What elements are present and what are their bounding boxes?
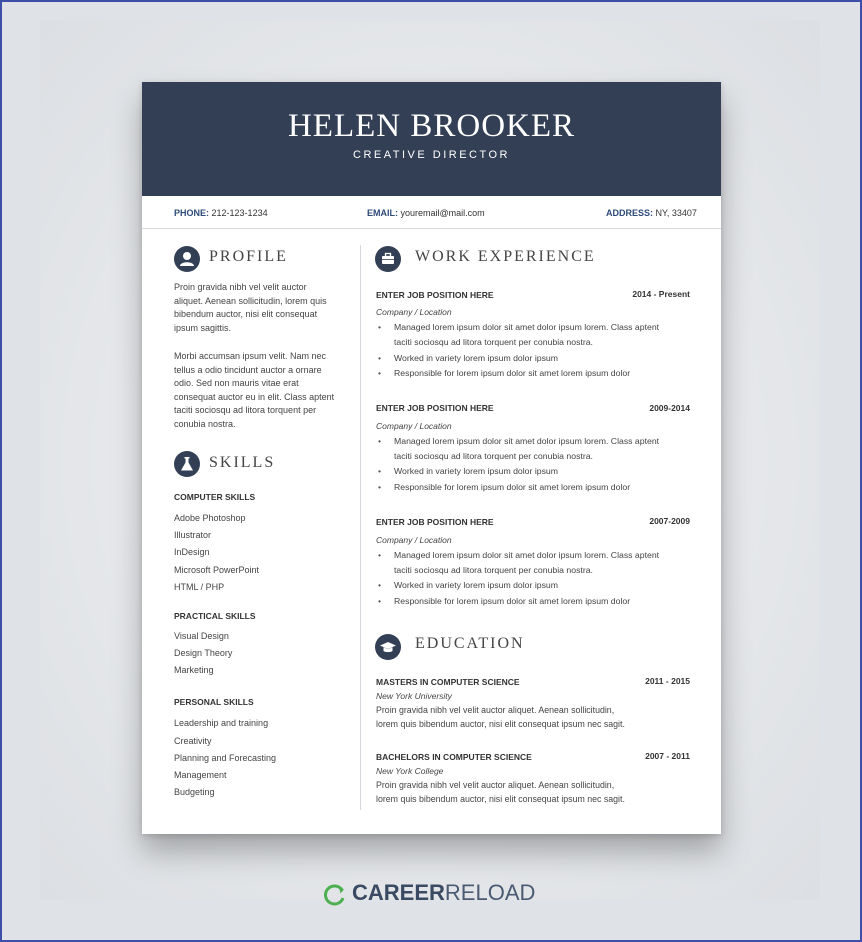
graduation-cap-icon <box>375 634 401 660</box>
profile-p2-line: taciti sociosqu ad litora torquent per <box>174 405 317 416</box>
job-date: 2007-2009 <box>649 516 690 526</box>
resume-header <box>142 82 721 196</box>
job-bullet-cont: taciti sociosqu ad litora torquent per conubia nostra. <box>394 565 593 575</box>
skill-item: Illustrator <box>174 530 212 540</box>
edu-description: lorem quis bibendum auctor, nisi elit consequat ipsum nec sagit. <box>376 719 625 729</box>
phone-label: PHONE: <box>174 208 210 218</box>
skill-item: Adobe Photoshop <box>174 513 246 523</box>
profile-p1-line: aliquet. Aenean sollicitudin, lorem quis <box>174 295 327 306</box>
contact-phone <box>174 208 268 218</box>
profile-p1-line: bibendum auctor, nisi elit consequat <box>174 309 318 320</box>
job-position: ENTER JOB POSITION HERE <box>376 290 494 300</box>
skill-item: Marketing <box>174 665 214 675</box>
job-position: ENTER JOB POSITION HERE <box>376 403 494 413</box>
job-bullet: • Managed lorem ipsum dolor sit amet dolor ipsum lorem. Class aptent <box>394 550 659 560</box>
work-heading: WORK EXPERIENCE <box>415 248 596 265</box>
skills-heading: SKILLS <box>209 454 276 471</box>
job-bullet-cont: taciti sociosqu ad litora torquent per conubia nostra. <box>394 451 593 461</box>
profile-paragraph-1 <box>174 281 327 335</box>
skill-group-title: PERSONAL SKILLS <box>174 697 254 707</box>
edu-date: 2011 - 2015 <box>645 676 690 686</box>
job-bullet: • Worked in variety lorem ipsum dolor ipsum <box>394 353 558 363</box>
address-label: ADDRESS: <box>606 208 654 218</box>
skill-group-title: COMPUTER SKILLS <box>174 492 256 502</box>
job-bullet: • Responsible for lorem ipsum dolor sit amet lorem ipsum dolor <box>394 482 630 492</box>
job-company: Company / Location <box>376 421 452 431</box>
skill-item: InDesign <box>174 547 210 557</box>
profile-p2-line: consequat auctor eu in elit. Class aptent <box>174 391 335 402</box>
job-bullet: • Responsible for lorem ipsum dolor sit amet lorem ipsum dolor <box>394 368 630 378</box>
edu-description: Proin gravida nibh vel velit auctor aliquet. Aenean sollicitudin, <box>376 780 615 790</box>
resume-page <box>142 82 721 834</box>
skill-item: Planning and Forecasting <box>174 753 277 763</box>
education-heading: EDUCATION <box>415 635 525 652</box>
brand-reload: RELOAD <box>444 880 536 905</box>
edu-school: New York University <box>376 691 452 701</box>
refresh-logo-icon <box>322 882 348 908</box>
job-bullet: • Managed lorem ipsum dolor sit amet dolor ipsum lorem. Class aptent <box>394 322 659 332</box>
job-company: Company / Location <box>376 307 452 317</box>
skill-item: Leadership and training <box>174 718 269 728</box>
contact-divider <box>142 228 721 229</box>
job-bullet: • Worked in variety lorem ipsum dolor ipsum <box>394 580 558 590</box>
skill-group-title: PRACTICAL SKILLS <box>174 611 256 621</box>
edu-degree: MASTERS IN COMPUTER SCIENCE <box>376 677 520 687</box>
brand-career: CAREER <box>352 880 445 905</box>
flask-icon <box>174 451 200 477</box>
profile-paragraph-2 <box>174 350 334 432</box>
resume-name: HELEN BROOKER <box>287 108 576 144</box>
job-date: 2014 - Present <box>632 289 690 299</box>
profile-p2-line: odio. Sed non mauris vitae erat <box>174 378 299 389</box>
skill-item: Design Theory <box>174 648 233 658</box>
briefcase-icon <box>375 246 401 272</box>
job-bullet: • Managed lorem ipsum dolor sit amet dolor ipsum lorem. Class aptent <box>394 436 659 446</box>
skill-item: Microsoft PowerPoint <box>174 565 260 575</box>
skill-item: Creativity <box>174 736 212 746</box>
profile-p1-line: Proin gravida nibh vel velit auctor <box>174 282 307 292</box>
resume-job-title: CREATIVE DIRECTOR <box>353 149 510 161</box>
email-label: EMAIL: <box>367 208 398 218</box>
column-divider <box>360 245 361 810</box>
skill-item: Visual Design <box>174 631 229 641</box>
email-value: youremail@mail.com <box>400 208 485 218</box>
edu-description: lorem quis bibendum auctor, nisi elit consequat ipsum nec sagit. <box>376 794 625 804</box>
contact-email <box>367 208 485 218</box>
profile-p2-line: conubia nostra. <box>174 418 236 429</box>
profile-heading: PROFILE <box>209 248 288 265</box>
edu-date: 2007 - 2011 <box>645 751 690 761</box>
job-position: ENTER JOB POSITION HERE <box>376 517 494 527</box>
skill-item: HTML / PHP <box>174 582 225 592</box>
job-date: 2009-2014 <box>649 403 690 413</box>
profile-icon <box>174 246 200 272</box>
job-company: Company / Location <box>376 535 452 545</box>
job-bullet: • Worked in variety lorem ipsum dolor ipsum <box>394 466 558 476</box>
profile-p2-line: Morbi accumsan ipsum velit. Nam nec <box>174 351 327 361</box>
skill-item: Budgeting <box>174 787 215 797</box>
profile-p2-line: tellus a odio tincidunt auctor a ornare <box>174 364 322 375</box>
address-value: NY, 33407 <box>655 208 697 218</box>
contact-address <box>606 208 697 218</box>
job-bullet: • Responsible for lorem ipsum dolor sit amet lorem ipsum dolor <box>394 596 630 606</box>
phone-value: 212-123-1234 <box>211 208 268 218</box>
profile-p1-line: ipsum sagittis. <box>174 322 232 333</box>
job-bullet-cont: taciti sociosqu ad litora torquent per conubia nostra. <box>394 337 593 347</box>
skill-item: Management <box>174 770 227 780</box>
edu-school: New York College <box>376 766 444 776</box>
edu-description: Proin gravida nibh vel velit auctor aliquet. Aenean sollicitudin, <box>376 705 615 715</box>
edu-degree: BACHELORS IN COMPUTER SCIENCE <box>376 752 532 762</box>
